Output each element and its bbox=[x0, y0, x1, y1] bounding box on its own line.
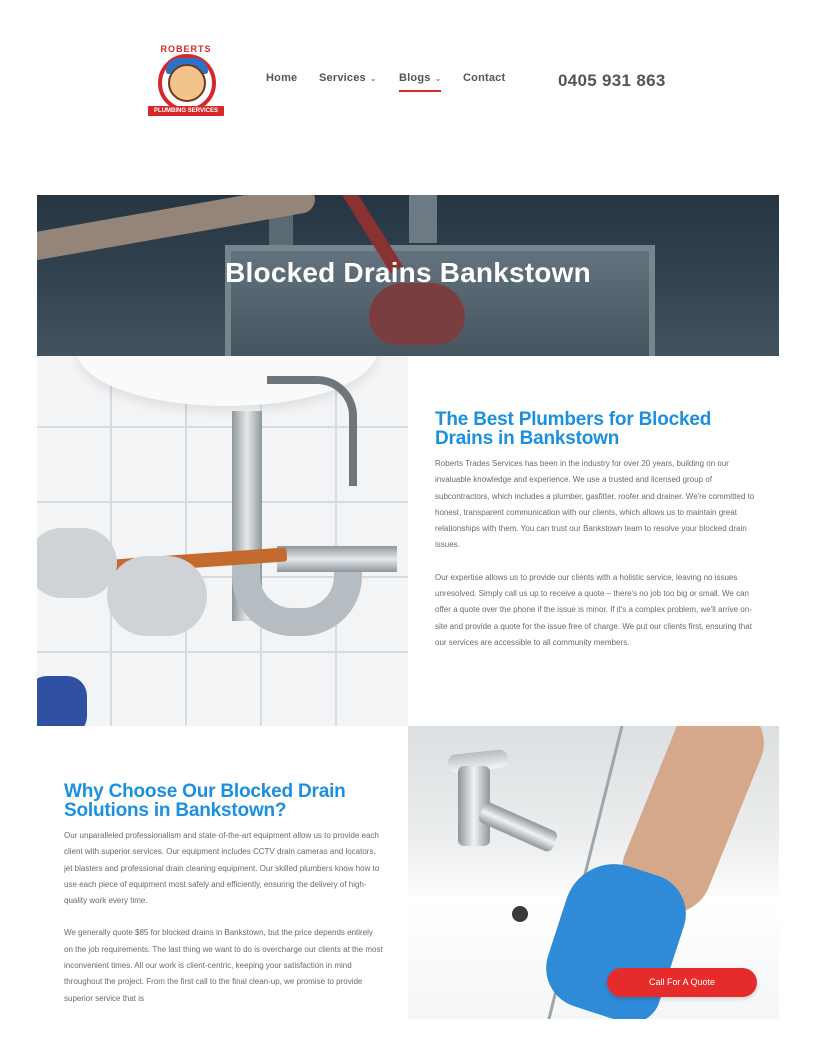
nav-item-home[interactable] bbox=[266, 72, 297, 84]
section-heading: Why Choose Our Blocked Drain Solutions in Bankstown? bbox=[64, 781, 346, 821]
gloved-hand bbox=[107, 556, 207, 636]
section-paragraph: Roberts Trades Services has been in the industry for over 20 years, building on our invaluable knowledge and experience. We use a trusted and licensed group of subcontractors, which includes a plumber, gasfitter, roofer and drainer. We're committed to honest, transparent communication with our clients, which allows us to maintain great relationships with them. You can trust our Bankstown team to resolve your blocked drain issues. bbox=[435, 459, 755, 550]
hero-banner bbox=[37, 195, 779, 356]
nav-item-contact[interactable] bbox=[463, 72, 505, 84]
sleeve bbox=[37, 676, 87, 726]
site-logo[interactable] bbox=[146, 44, 226, 118]
nav-item-label: Home bbox=[266, 72, 298, 84]
chevron-down-icon: ⌄ bbox=[434, 74, 442, 83]
gloved-hand bbox=[37, 528, 117, 598]
nav-item-blogs[interactable] bbox=[399, 72, 441, 84]
chevron-down-icon: ⌄ bbox=[369, 74, 377, 83]
nav-item-services[interactable] bbox=[319, 72, 377, 84]
nav-item-label: Services bbox=[319, 72, 366, 84]
nav-item-label: Blogs bbox=[399, 72, 431, 84]
page-title: Blocked Drains Bankstown bbox=[225, 257, 591, 288]
outlet-pipe bbox=[277, 546, 397, 572]
supply-pipe bbox=[267, 376, 357, 486]
section-paragraph: Our unparalleled professionalism and state-of-the-art equipment allow us to provide each client with superior services. Our equipment includes CCTV drain cameras and locators, jet blasters and professional drain cleaning equipment. Our skilled plumbers know how to use each piece of equipment most safely and efficiently, ensuring the delivery of high-quality work every time. bbox=[64, 831, 380, 906]
section-paragraph: We generally quote $85 for blocked drains in Bankstown, but the price depends entirely on the job requirements. The last thing we want to do is overcharge our clients at the most inconvenient times. All our work is client-centric, keeping your satisfaction in mind throughout the project. From the first call to the final clean-up, we promise to provide superior service that is bbox=[64, 928, 383, 1003]
plumber-pipe-image bbox=[37, 356, 408, 726]
section-heading: The Best Plumbers for Blocked Drains in Bankstown bbox=[435, 409, 712, 449]
logo-top-text: ROBERTS bbox=[160, 44, 212, 54]
logo-mascot bbox=[168, 64, 206, 102]
logo-banner: PLUMBING SERVICES bbox=[148, 106, 224, 116]
nav-item-label: Contact bbox=[463, 72, 506, 84]
header-phone-link[interactable]: 0405 931 863 bbox=[558, 71, 666, 90]
section-paragraph: Our expertise allows us to provide our clients with a holistic service, leaving no issues unresolved. Simply call us up to receive a quote – there's no job too big or small. We can offer a quote over the phone if the issue is minor. If it's a complex problem, we'll arrive on-site and provide a quote for the issue free of charge. We put our clients first, ensuring that our services are accessible to all community members. bbox=[435, 572, 752, 647]
overflow-drain bbox=[512, 906, 528, 922]
site-header bbox=[0, 0, 816, 130]
call-for-quote-button[interactable]: Call For A Quote bbox=[607, 968, 757, 997]
best-plumbers-section bbox=[435, 410, 755, 651]
why-choose-section bbox=[64, 782, 384, 1007]
